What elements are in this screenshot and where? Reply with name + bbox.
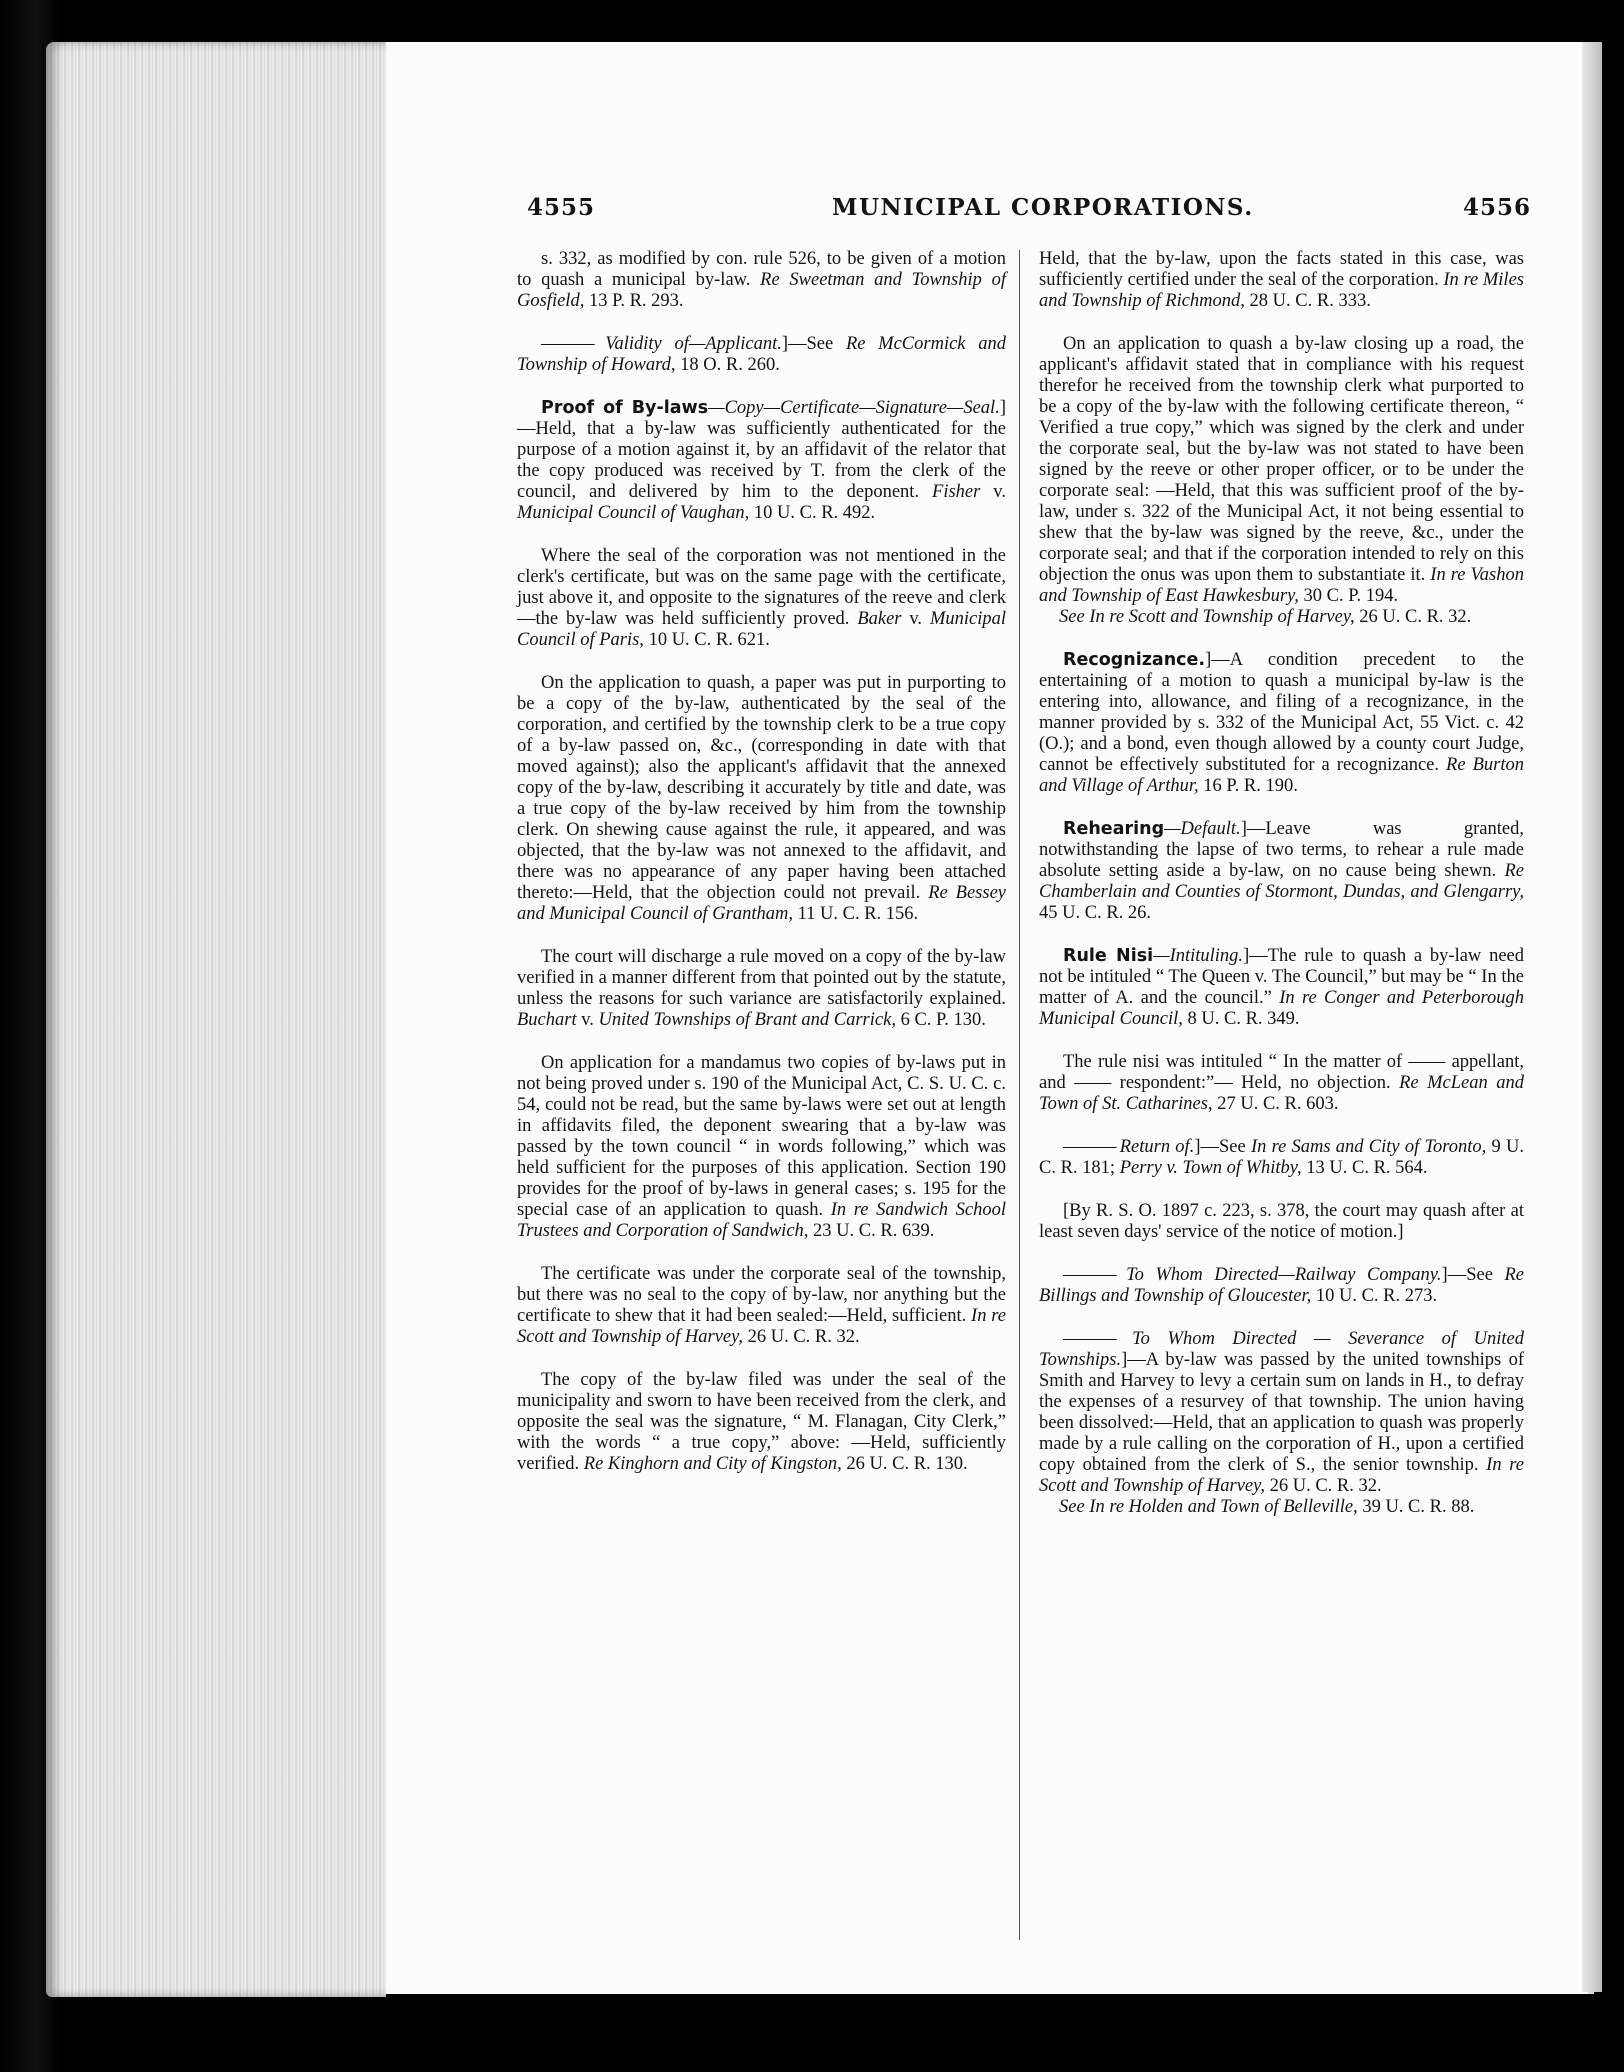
- paragraph: [517, 1053, 1006, 1242]
- subheading: —Intituling.: [1153, 946, 1244, 966]
- case-citation: See In re Holden and Town of Belleville,: [1059, 1497, 1358, 1517]
- report-reference: 26 U. C. R. 32.: [1354, 607, 1472, 627]
- report-reference: 30 C. P. 194.: [1298, 586, 1399, 606]
- case-citation: In re Sandwich School Trustees and Corporation of Sandwich,: [517, 1200, 1006, 1241]
- paragraph: [1039, 1497, 1524, 1518]
- report-reference: 26 U. C. R. 130.: [841, 1454, 968, 1474]
- paragraph: [1039, 1201, 1524, 1243]
- paragraph: [517, 334, 1006, 376]
- case-citation: Re McCormick and Township of Howard,: [517, 334, 1006, 375]
- report-reference: 10 U. C. R. 621.: [643, 630, 770, 650]
- case-citation: In re Vashon and Township of East Hawkesbury,: [1039, 565, 1524, 606]
- page-number-right: 4556: [1463, 194, 1532, 221]
- case-citation: See In re Scott and Township of Harvey,: [1059, 607, 1355, 627]
- body-text: Held, that the by-law, upon the facts stated in this case, was sufficiently certified under the seal of the corporation.: [1039, 249, 1524, 290]
- report-reference: 8 U. C. R. 349.: [1182, 1009, 1300, 1029]
- subheading: To Whom Directed—Railway Company.: [1126, 1265, 1442, 1285]
- report-reference: 45 U. C. R. 26.: [1039, 903, 1152, 923]
- paragraph: [517, 1264, 1006, 1348]
- citation-text: v.: [980, 482, 1006, 502]
- body-text: ]—A condition precedent to the entertaining of a motion to quash a municipal by-law is the entering into, allowance, and filing of a recognizance, in the manner provided by s. 332 of the Municipal Act, 55 Vict. c. 42 (O.); and a bond, even though allowed by a county court Judge, cannot be effectively substituted for a recognizance.: [1039, 650, 1524, 775]
- dash: ———: [541, 334, 606, 354]
- case-citation: United Townships of Brant and Carrick,: [598, 1010, 896, 1030]
- paragraph: [1039, 1137, 1524, 1179]
- report-reference: 26 U. C. R. 32.: [742, 1327, 860, 1347]
- case-citation: Re Sweetman and Township of Gosfield,: [517, 270, 1007, 311]
- page-right-edge: [1582, 42, 1602, 1992]
- body-text: On the application to quash, a paper was put in purporting to be a copy of the by-law, authenticated by the seal of the corporation, and certified by the township clerk to be a true copy of a by-law passed on, &c., (corresponding in date with that moved against); also the applicant's affidavit that the annexed copy of the by-law, describing it accurately by title and date, was a true copy of the by-law received by him from the township clerk. On shewing cause against the rule, it appeared, and was objected, that the by-law was not annexed to the affidavit, and there was no appearance of any paper having been attached thereto:—Held, that the objection could not prevail.: [517, 673, 1006, 903]
- paragraph: [1039, 1265, 1524, 1307]
- dash: ———: [1063, 1265, 1127, 1285]
- paragraph: [517, 673, 1006, 925]
- case-citation: In re Scott and Township of Harvey,: [1039, 1455, 1524, 1496]
- report-reference: 26 U. C. R. 32.: [1264, 1476, 1382, 1496]
- report-reference: 11 U. C. R. 156.: [792, 904, 919, 924]
- report-reference: 28 U. C. R. 333.: [1244, 291, 1371, 311]
- body-text: Where the seal of the corporation was not mentioned in the clerk's certificate, but was on the same page with the certificate, just above it, and opposite to the signatures of the reeve and clerk—the by-law was held sufficiently proved.: [517, 546, 1006, 629]
- catchword: Proof of By-laws: [541, 398, 709, 418]
- body-text: ]—See: [1194, 1137, 1251, 1157]
- case-citation: Municipal Council of Vaughan,: [517, 503, 750, 523]
- right-column: [1039, 249, 1524, 1540]
- report-reference: 6 C. P. 130.: [895, 1010, 986, 1030]
- citation-text: v.: [576, 1010, 599, 1030]
- case-citation: In re Sams and City of Toronto,: [1250, 1137, 1487, 1157]
- body-text: The copy of the by-law filed was under the seal of the municipality and sworn to have been received from the clerk, and opposite the seal was the signature, “ M. Flanagan, City Clerk,” with the words “ a true copy,” above: —Held, sufficiently verified.: [517, 1370, 1006, 1474]
- body-text: The certificate was under the corporate seal of the township, but there was no seal to the copy of by-law, nor anything but the certificate to shew that it had been sealed:—Held, sufficient.: [517, 1264, 1006, 1326]
- subheading: —Default.: [1164, 819, 1241, 839]
- running-title: MUNICIPAL CORPORATIONS.: [832, 194, 1254, 221]
- report-reference: 23 U. C. R. 639.: [808, 1221, 935, 1241]
- paragraph: [517, 398, 1006, 524]
- body-text: [By R. S. O. 1897 c. 223, s. 378, the court may quash after at least seven days' service of the notice of motion.]: [1039, 1201, 1524, 1242]
- case-citation: Re McLean and Town of St. Catharines,: [1039, 1073, 1524, 1114]
- case-citation: Perry v. Town of Whitby,: [1119, 1158, 1302, 1178]
- citation-text: v.: [901, 609, 930, 629]
- paragraph: [517, 947, 1006, 1031]
- body-text: ]—Leave was granted, notwithstanding the lapse of two terms, to rehear a rule made absolute setting aside a by-law, on no cause being shewn.: [1039, 819, 1524, 881]
- case-citation: Re Billings and Township of Gloucester,: [1039, 1265, 1525, 1306]
- case-citation: Baker: [857, 609, 902, 629]
- column-divider: [1019, 250, 1020, 1940]
- citation-text: 9 U. C. R. 181;: [1039, 1137, 1524, 1178]
- paragraph: [1039, 650, 1524, 797]
- body-text: ]—Held, that a by-law was sufficiently authenticated for the purpose of a motion against it, by an affidavit of the relator that the copy produced was received by T. from the clerk of the council, and delivered by him to the deponent.: [517, 398, 1006, 502]
- case-citation: In re Scott and Township of Harvey,: [517, 1306, 1006, 1347]
- body-text: On an application to quash a by-law closing up a road, the applicant's affidavit stated that in compliance with his request therefor he received from the township clerk what purported to be a copy of the by-law with the following certificate thereon, “ Verified a true copy,” which was signed by the clerk and under the corporate seal, but the by-law was not stated to have been signed by the reeve or other proper officer, or to be under the corporate seal: —Held, that this was sufficient proof of the by-law, under s. 322 of the Municipal Act, it not being essential to shew that the by-law was signed by the reeve, &c., under the corporate seal; and that if the corporation intended to rely on this objection the onus was upon them to substantiate it.: [1039, 334, 1524, 585]
- body-text: On application for a mandamus two copies of by-laws put in not being proved under s. 190 of the Municipal Act, C. S. U. C. c. 54, could not be read, but the same by-laws were set out at length in affidavits filed, the deponent swearing that a by-law was passed by the town council “ in words following,” which was held sufficient for the purposes of this application. Section 190 provides for the proof of by-laws in general cases; s. 195 for the special case of an application to quash.: [517, 1053, 1006, 1220]
- body-text: ]—The rule to quash a by-law need not be intituled “ The Queen v. The Council,” but may be “ In the matter of A. and the council.”: [1039, 946, 1525, 1008]
- body-text: ]—See: [1441, 1265, 1505, 1285]
- paragraph: [1039, 1052, 1524, 1115]
- report-reference: 10 U. C. R. 492.: [749, 503, 876, 523]
- dash: ———: [1063, 1137, 1120, 1157]
- body-text: The court will discharge a rule moved on a copy of the by-law verified in a manner different from that pointed out by the statute, unless the reasons for such variance are satisfactorily explained.: [517, 947, 1006, 1009]
- paragraph: [517, 1370, 1006, 1475]
- catchword: Rule Nisi: [1063, 946, 1154, 966]
- body-text: s. 332, as modified by con. rule 526, to be given of a motion to quash a municipal by-law.: [517, 249, 1006, 290]
- paragraph: [1039, 819, 1524, 924]
- dash: ———: [1063, 1329, 1133, 1349]
- subheading: —Copy—Certificate—Signature—Seal.: [708, 398, 1000, 418]
- paragraph: [1039, 607, 1524, 628]
- report-reference: 39 U. C. R. 88.: [1357, 1497, 1475, 1517]
- subheading: To Whom Directed — Severance of United Townships.: [1039, 1329, 1524, 1370]
- report-reference: 27 U. C. R. 603.: [1212, 1094, 1339, 1114]
- case-citation: Re Bessey and Municipal Council of Grantham,: [517, 883, 1006, 924]
- catchword: Rehearing: [1063, 819, 1165, 839]
- body-text: ]—A by-law was passed by the united townships of Smith and Harvey to levy a certain sum on lands in H., to defray the expenses of a resurvey of that township. The union having been dissolved:—Held, that an application to quash was properly made by a rule calling on the corporation of H., upon a certified copy obtained from the clerk of S., the senior township.: [1039, 1350, 1524, 1475]
- paragraph: [1039, 1329, 1524, 1497]
- paragraph: [517, 546, 1006, 651]
- report-reference: 16 P. R. 190.: [1198, 776, 1298, 796]
- case-citation: Municipal Council of Paris,: [517, 609, 1006, 650]
- case-citation: Re Chamberlain and Counties of Stormont, Dundas, and Glengarry,: [1039, 861, 1524, 902]
- case-citation: Re Kinghorn and City of Kingston,: [583, 1454, 842, 1474]
- left-column: [517, 249, 1006, 1497]
- book-page-edges: [46, 42, 386, 1997]
- body-text: The rule nisi was intituled “ In the matter of —— appellant, and —— respondent:”— Held, no objection.: [1039, 1052, 1524, 1093]
- paragraph: [1039, 249, 1524, 312]
- page-number-left: 4555: [527, 194, 596, 221]
- paragraph: [517, 249, 1006, 312]
- subheading: Validity of—Applicant.: [605, 334, 782, 354]
- paragraph: [1039, 946, 1524, 1030]
- report-reference: 10 U. C. R. 273.: [1311, 1286, 1438, 1306]
- catchword: Recognizance.: [1063, 650, 1206, 670]
- case-citation: Fisher: [932, 482, 981, 502]
- body-text: ]—See: [781, 334, 846, 354]
- report-reference: 13 U. C. R. 564.: [1301, 1158, 1428, 1178]
- case-citation: Buchart: [517, 1010, 577, 1030]
- case-citation: In re Miles and Township of Richmond,: [1039, 270, 1524, 311]
- case-citation: In re Conger and Peterborough Municipal Council,: [1039, 988, 1524, 1029]
- case-citation: Re Burton and Village of Arthur,: [1039, 755, 1525, 796]
- report-reference: 13 P. R. 293.: [584, 291, 684, 311]
- paragraph: [1039, 334, 1524, 607]
- subheading: Return of.: [1119, 1137, 1195, 1157]
- report-reference: 18 O. R. 260.: [675, 355, 780, 375]
